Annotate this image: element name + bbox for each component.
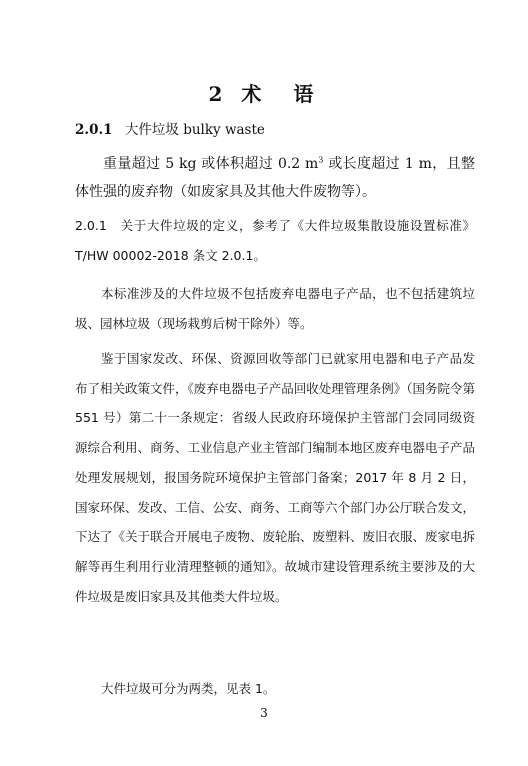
note-paragraph-2: 本标准涉及的大件垃圾不包括废弃电器电子产品，也不包括建筑垃圾、园林垃圾（现场栽剪后树干除外）等。 [75, 286, 475, 331]
note-paragraph-3: 鉴于国家发改、环保、资源回收等部门已就家用电器和电子产品发布了相关政策文件，《废弃电器电子产品回收处理管理条例》（国务院令第 551 号）第二十一条规定：省级人民政府环境保护主管部门会同同级资源综合利用、商务、工业信息产业主管部门编制本地区废弃电器电子产品处理发展规划，报国务院环境保护主管部门备案；2017 年 8 月 2 日，国家环保、发改、工信、公安、商务、工商等六个部门办公厅联合发文，下达了《关于联合开展电子废物、废轮胎、废塑料、废旧衣服、废家电拆解等再生利用行业清理整顿的通知》。故城市建设管理系统主要涉及的大件垃圾是废旧家具及其他类大件垃圾。 [75, 351, 476, 604]
term-heading [75, 121, 475, 139]
definition-text-pre: 重量超过 5 kg 或体积超过 0.2 m [103, 156, 319, 172]
note-paragraph-1: 2.0.1 关于大件垃圾的定义，参考了《大件垃圾集散设施设置标准》T/HW 00002-2018 条文 2.0.1。 [75, 218, 475, 263]
term-name-cn: 大件垃圾 [124, 122, 179, 138]
definition-text-post: 或长度超过 1 m，且整体性强的废弃物（如废家具及其他大件废物等）。 [75, 156, 475, 200]
definition-superscript: 3 [318, 155, 324, 165]
chapter-title: 2 术 语 [208, 82, 320, 106]
term-number: 2.0.1 [75, 122, 113, 138]
term-definition [75, 150, 475, 206]
term-name-en: bulky waste [183, 122, 265, 138]
note-paragraph-4: 大件垃圾可分为两类，见表 1。 [101, 681, 276, 696]
page-number: 3 [260, 706, 268, 720]
